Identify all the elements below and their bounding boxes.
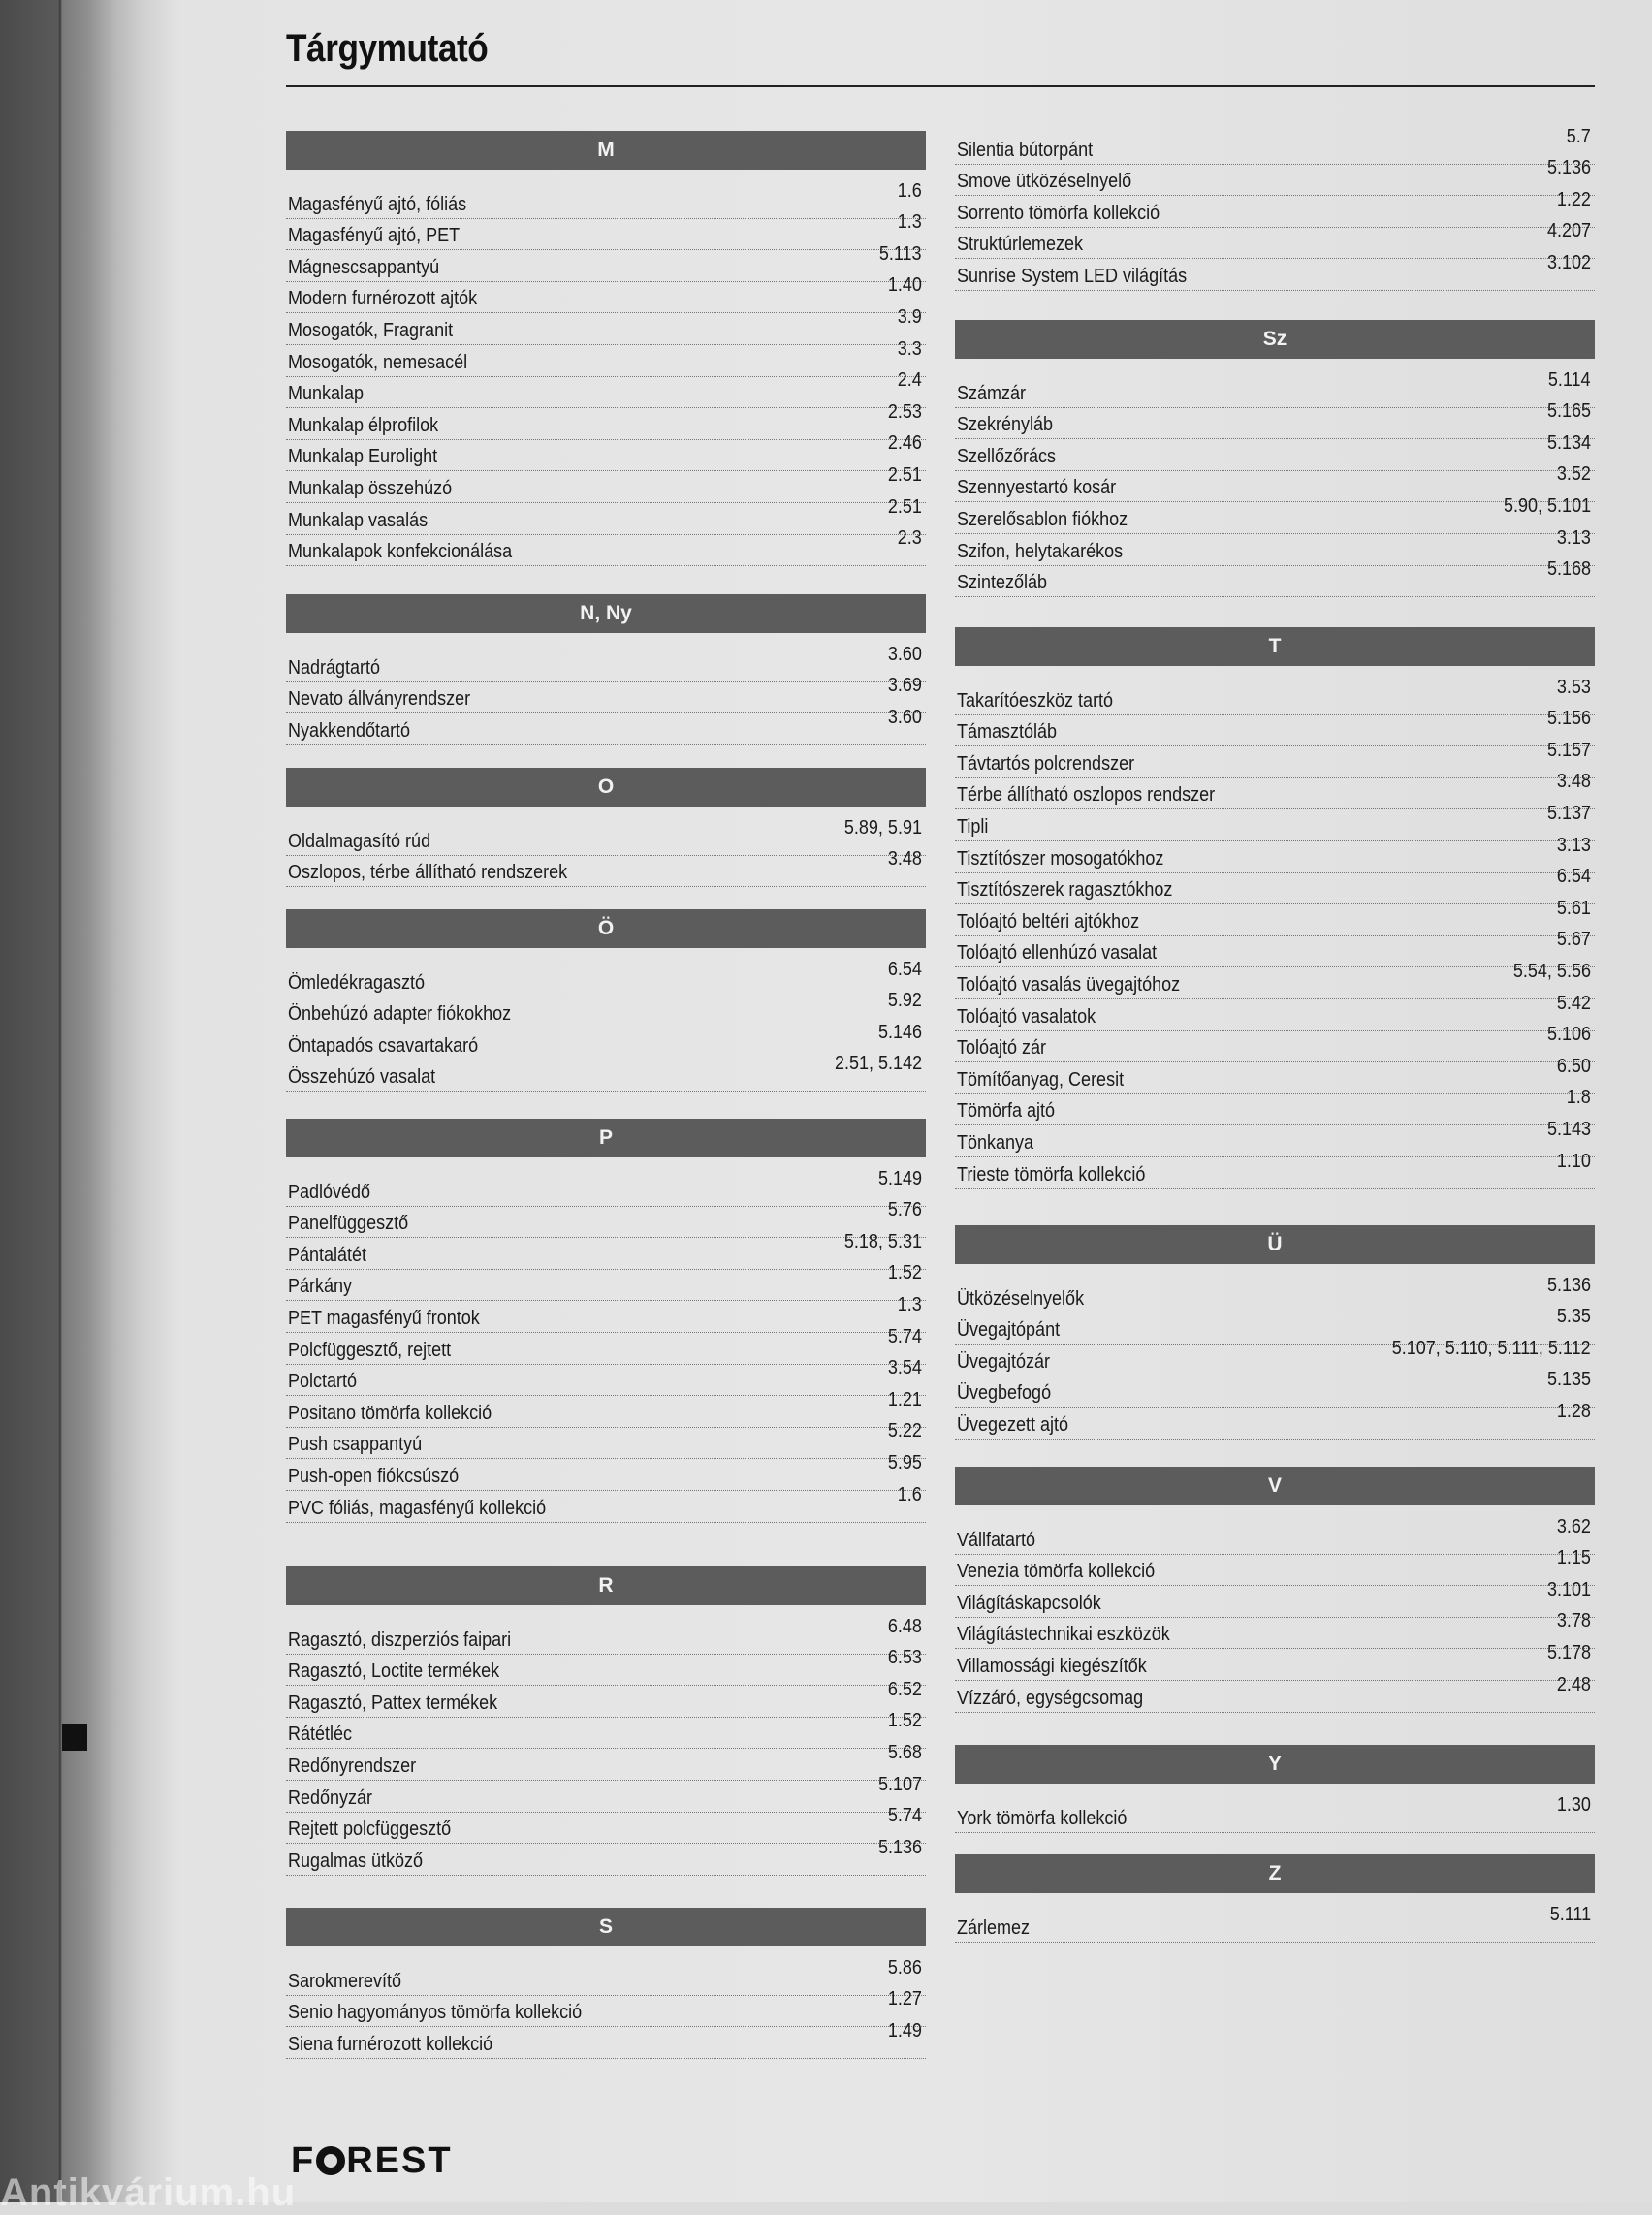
index-section	[955, 627, 1595, 1189]
section-letter-header: T	[955, 627, 1595, 666]
index-entry	[955, 494, 1595, 534]
entry-term: Venezia tömörfa kollekció	[957, 1561, 1156, 1583]
entry-term: Ütközéselnyelők	[957, 1287, 1085, 1310]
entry-term: Villamossági kiegészítők	[957, 1655, 1147, 1677]
entry-page-reference: 5.35	[1556, 1306, 1591, 1328]
entry-term: Struktúrlemezek	[957, 234, 1084, 256]
entry-term: Munkalap	[288, 383, 365, 405]
index-entry	[286, 432, 926, 472]
entry-page-reference: 5.136	[1546, 1274, 1591, 1296]
entry-page-reference: 5.156	[1546, 708, 1591, 730]
entry-page-reference: 3.9	[897, 305, 922, 328]
logo-letters-rest: REST	[346, 2140, 453, 2181]
index-entry	[286, 1678, 926, 1718]
entry-term: Támasztóláb	[957, 721, 1058, 744]
entry-term: Tömörfa ajtó	[957, 1100, 1056, 1123]
entry-page-reference: 5.90, 5.101	[1503, 494, 1591, 517]
index-entry	[955, 1087, 1595, 1126]
index-entry	[286, 1325, 926, 1365]
index-entry	[955, 1641, 1595, 1681]
entry-page-reference: 2.51, 5.142	[834, 1053, 922, 1075]
index-entry	[286, 1451, 926, 1491]
section-letter-header: Ü	[955, 1225, 1595, 1264]
index-entry	[955, 463, 1595, 503]
entry-page-reference: 1.30	[1556, 1793, 1591, 1816]
entry-term: Rátétléc	[288, 1724, 353, 1746]
entry-page-reference: 5.134	[1546, 431, 1591, 454]
entry-term: Oldalmagasító rúd	[288, 830, 431, 852]
entry-page-reference: 3.48	[1556, 771, 1591, 793]
index-entry	[286, 990, 926, 1029]
entry-term: Ragasztó, Pattex termékek	[288, 1692, 498, 1714]
index-entry	[955, 960, 1595, 999]
index-entry	[286, 1420, 926, 1460]
entry-page-reference: 5.106	[1546, 1024, 1591, 1046]
entry-term: Sunrise System LED világítás	[957, 265, 1188, 287]
index-entry	[286, 463, 926, 503]
index-entry	[286, 211, 926, 251]
index-section	[955, 1745, 1595, 1833]
section-letter-header: Sz	[955, 320, 1595, 359]
index-entry	[286, 1956, 926, 1996]
entry-page-reference: 2.46	[887, 432, 922, 455]
index-entry	[955, 251, 1595, 291]
index-entry	[286, 816, 926, 856]
index-entry	[955, 708, 1595, 747]
entry-term: Push csappantyú	[288, 1434, 423, 1456]
index-entry	[955, 1024, 1595, 1063]
forest-logo	[291, 2140, 453, 2182]
entry-page-reference: 5.54, 5.56	[1512, 960, 1591, 982]
index-entry	[955, 188, 1595, 228]
index-entry	[286, 1615, 926, 1655]
entry-page-reference: 3.62	[1556, 1515, 1591, 1537]
index-entry	[955, 897, 1595, 936]
entry-term: Smove ütközéselnyelő	[957, 171, 1132, 193]
index-entry	[955, 771, 1595, 810]
entry-term: Magasfényű ajtó, PET	[288, 225, 461, 247]
entry-term: Szifon, helytakarékos	[957, 540, 1124, 562]
index-entry	[955, 676, 1595, 715]
entry-term: Önbehúzó adapter fiókokhoz	[288, 1003, 512, 1026]
entry-page-reference: 5.61	[1556, 897, 1591, 919]
entry-page-reference: 1.3	[897, 211, 922, 234]
entry-term: Munkalap Eurolight	[288, 446, 438, 468]
section-letter-header: O	[286, 768, 926, 807]
entry-page-reference: 6.48	[887, 1615, 922, 1637]
section-letter-header: R	[286, 1566, 926, 1605]
entry-term: Senio hagyományos tömörfa kollekció	[288, 2002, 583, 2024]
index-entry	[955, 802, 1595, 841]
index-entry	[955, 739, 1595, 778]
entry-page-reference: 3.60	[887, 706, 922, 728]
entry-term: Szellőzőrács	[957, 445, 1057, 467]
entry-term: Tolóajtó zár	[957, 1037, 1047, 1060]
entry-term: Szekrényláb	[957, 414, 1054, 436]
entry-page-reference: 3.13	[1556, 834, 1591, 856]
entry-term: Redőnyrendszer	[288, 1755, 417, 1777]
index-entry	[286, 1805, 926, 1845]
entry-page-reference: 3.3	[897, 337, 922, 360]
entry-term: Munkalap vasalás	[288, 509, 429, 531]
entry-term: Rejtett polcfüggesztő	[288, 1819, 452, 1841]
index-section	[955, 320, 1595, 597]
entry-term: Oszlopos, térbe állítható rendszerek	[288, 862, 568, 884]
entry-term: Távtartós polcrendszer	[957, 752, 1135, 775]
entry-term: Rugalmas ütköző	[288, 1850, 424, 1872]
entry-term: Szintezőláb	[957, 572, 1048, 594]
entry-page-reference: 6.54	[1556, 866, 1591, 888]
index-section	[955, 1854, 1595, 1943]
entry-term: Mágnescsappantyú	[288, 256, 440, 278]
entry-page-reference: 5.95	[887, 1451, 922, 1473]
index-entry	[955, 1055, 1595, 1094]
entry-page-reference: 5.42	[1556, 992, 1591, 1014]
entry-term: Vízzáró, egységcsomag	[957, 1687, 1144, 1709]
entry-page-reference: 2.4	[897, 369, 922, 392]
index-entry	[286, 1199, 926, 1239]
entry-page-reference: 3.54	[887, 1357, 922, 1379]
entry-term: Tömítőanyag, Ceresit	[957, 1068, 1125, 1091]
index-entry	[955, 1118, 1595, 1157]
entry-page-reference: 1.22	[1556, 188, 1591, 210]
index-entry	[955, 431, 1595, 471]
index-entry	[955, 834, 1595, 873]
entry-term: Padlóvédő	[288, 1181, 371, 1203]
index-entry	[286, 179, 926, 219]
index-entry	[286, 242, 926, 282]
entry-page-reference: 5.114	[1548, 368, 1591, 391]
index-entry	[286, 305, 926, 345]
entry-term: Szennyestartó kosár	[957, 477, 1117, 499]
entry-term: Tipli	[957, 815, 989, 838]
index-entry	[286, 1483, 926, 1523]
entry-page-reference: 5.107	[877, 1773, 922, 1795]
entry-term: Magasfényű ajtó, fóliás	[288, 193, 467, 215]
section-letter-header: P	[286, 1119, 926, 1157]
entry-term: Nyakkendőtartó	[288, 719, 411, 742]
watermark: Antikvárium.hu	[0, 2171, 297, 2214]
index-entry	[955, 1274, 1595, 1313]
entry-term: Üvegajtópánt	[957, 1319, 1061, 1342]
entry-term: Siena furnérozott kollekció	[288, 2033, 493, 2055]
logo-letter-f: F	[291, 2140, 316, 2181]
entry-page-reference: 5.143	[1546, 1118, 1591, 1140]
entry-page-reference: 1.49	[887, 2019, 922, 2041]
section-letter-header: Ö	[286, 909, 926, 948]
entry-page-reference: 6.50	[1556, 1055, 1591, 1077]
index-entry	[286, 495, 926, 535]
entry-term: Üvegbefogó	[957, 1382, 1052, 1405]
entry-page-reference: 2.53	[887, 400, 922, 423]
entry-page-reference: 3.78	[1556, 1610, 1591, 1632]
entry-term: Zárlemez	[957, 1916, 1031, 1939]
index-entry	[286, 958, 926, 997]
index-entry	[286, 1021, 926, 1060]
entry-term: Mosogatók, nemesacél	[288, 351, 468, 373]
entry-page-reference: 5.89, 5.91	[843, 816, 922, 839]
index-entry	[286, 400, 926, 440]
entry-term: Modern furnérozott ajtók	[288, 288, 478, 310]
entry-page-reference: 5.22	[887, 1420, 922, 1442]
entry-term: Trieste tömörfa kollekció	[957, 1163, 1146, 1186]
entry-page-reference: 5.92	[887, 990, 922, 1012]
entry-term: Térbe állítható oszlopos rendszer	[957, 784, 1216, 807]
section-letter-header: N, Ny	[286, 594, 926, 633]
entry-term: Üvegajtózár	[957, 1350, 1051, 1373]
entry-page-reference: 3.53	[1556, 676, 1591, 698]
entry-page-reference: 1.6	[897, 179, 922, 202]
logo-circle-icon	[316, 2146, 345, 2175]
entry-term: Silentia bútorpánt	[957, 139, 1094, 161]
entry-term: Párkány	[288, 1276, 353, 1298]
index-entry	[955, 1673, 1595, 1713]
entry-term: Ömledékragasztó	[288, 971, 426, 994]
entry-page-reference: 5.168	[1546, 558, 1591, 581]
entry-term: Tönkanya	[957, 1131, 1034, 1154]
index-section	[286, 1566, 926, 1876]
entry-term: Push-open fiókcsúszó	[288, 1465, 460, 1487]
entry-page-reference: 1.52	[887, 1710, 922, 1732]
index-entry	[286, 706, 926, 745]
entry-page-reference: 3.102	[1546, 251, 1591, 273]
index-section	[955, 1467, 1595, 1713]
index-entry	[955, 1547, 1595, 1587]
index-section	[286, 594, 926, 745]
entry-term: PVC fóliás, magasfényű kollekció	[288, 1497, 547, 1519]
entry-page-reference: 6.52	[887, 1678, 922, 1700]
index-entry	[286, 1053, 926, 1092]
index-section	[955, 1225, 1595, 1440]
entry-term: Tolóajtó beltéri ajtókhoz	[957, 910, 1140, 933]
index-entry	[286, 1262, 926, 1302]
index-entry	[286, 1293, 926, 1333]
entry-page-reference: 5.76	[887, 1199, 922, 1221]
index-entry	[955, 125, 1595, 165]
book-binding	[0, 0, 141, 2202]
index-section	[955, 125, 1595, 291]
entry-page-reference: 3.48	[887, 848, 922, 870]
index-section	[286, 909, 926, 1092]
index-entry	[286, 1836, 926, 1876]
entry-page-reference: 3.60	[887, 643, 922, 665]
entry-page-reference: 5.165	[1546, 400, 1591, 423]
entry-term: Polctartó	[288, 1371, 358, 1393]
entry-page-reference: 5.67	[1556, 929, 1591, 951]
section-letter-header: M	[286, 131, 926, 170]
entry-term: Öntapadós csavartakaró	[288, 1034, 479, 1057]
entry-page-reference: 2.48	[1556, 1673, 1591, 1695]
index-entry	[955, 1903, 1595, 1943]
entry-term: Mosogatók, Fragranit	[288, 319, 454, 341]
entry-term: York tömörfa kollekció	[957, 1807, 1128, 1829]
entry-page-reference: 5.135	[1546, 1369, 1591, 1391]
entry-term: Ragasztó, Loctite termékek	[288, 1661, 500, 1683]
index-entry	[955, 558, 1595, 598]
entry-term: Pántalátét	[288, 1244, 367, 1266]
entry-term: Számzár	[957, 382, 1027, 404]
index-entry	[286, 1388, 926, 1428]
entry-term: Szerelősablon fiókhoz	[957, 508, 1128, 530]
index-entry	[955, 526, 1595, 566]
entry-page-reference: 1.28	[1556, 1400, 1591, 1422]
entry-page-reference: 6.53	[887, 1647, 922, 1669]
index-section	[286, 131, 926, 566]
entry-term: Ragasztó, diszperziós faipari	[288, 1629, 512, 1651]
entry-page-reference: 3.52	[1556, 463, 1591, 486]
entry-term: Sorrento tömörfa kollekció	[957, 202, 1160, 224]
index-entry	[286, 1988, 926, 2028]
entry-page-reference: 1.15	[1556, 1547, 1591, 1569]
entry-term: PET magasfényű frontok	[288, 1307, 480, 1329]
index-entry	[955, 1150, 1595, 1189]
index-entry	[286, 848, 926, 888]
entry-page-reference: 2.51	[887, 463, 922, 486]
section-letter-header: V	[955, 1467, 1595, 1505]
entry-page-reference: 5.149	[877, 1167, 922, 1189]
entry-term: Polcfüggesztő, rejtett	[288, 1339, 452, 1361]
index-entry	[955, 1578, 1595, 1618]
entry-term: Tolóajtó ellenhúzó vasalat	[957, 942, 1158, 965]
entry-term: Munkalap élprofilok	[288, 414, 439, 436]
index-entry	[955, 866, 1595, 905]
index-entry	[955, 1610, 1595, 1650]
section-letter-header: Z	[955, 1854, 1595, 1893]
entry-page-reference: 5.146	[877, 1021, 922, 1043]
entry-term: Takarítóeszköz tartó	[957, 689, 1114, 712]
index-section	[286, 768, 926, 887]
entry-page-reference: 1.8	[1566, 1087, 1591, 1109]
index-entry	[955, 1400, 1595, 1440]
section-letter-header: S	[286, 1908, 926, 1946]
entry-term: Munkalap összehúzó	[288, 477, 453, 499]
index-entry	[286, 1710, 926, 1750]
entry-term: Tolóajtó vasalás üvegajtóhoz	[957, 973, 1181, 996]
index-entry	[286, 369, 926, 409]
entry-page-reference: 5.157	[1546, 739, 1591, 761]
index-entry	[286, 337, 926, 377]
index-entry	[955, 1515, 1595, 1555]
entry-page-reference: 5.178	[1546, 1641, 1591, 1663]
entry-page-reference: 1.21	[887, 1388, 922, 1410]
entry-page-reference: 3.13	[1556, 526, 1591, 549]
entry-page-reference: 5.113	[879, 242, 922, 265]
entry-page-reference: 1.40	[887, 274, 922, 297]
entry-page-reference: 5.137	[1546, 802, 1591, 824]
index-entry	[286, 1741, 926, 1781]
index-entry	[955, 220, 1595, 260]
page-title: Tárgymutató	[286, 27, 489, 70]
entry-page-reference: 2.51	[887, 495, 922, 518]
index-entry	[286, 1357, 926, 1397]
entry-page-reference: 5.107, 5.110, 5.111, 5.112	[1392, 1337, 1591, 1359]
entry-term: Vállfatartó	[957, 1529, 1036, 1551]
entry-page-reference: 2.3	[897, 527, 922, 550]
index-entry	[955, 1369, 1595, 1408]
index-entry	[286, 643, 926, 682]
entry-page-reference: 5.18, 5.31	[843, 1230, 922, 1252]
entry-page-reference: 5.86	[887, 1956, 922, 1978]
entry-page-reference: 6.54	[887, 958, 922, 980]
entry-term: Redőnyzár	[288, 1787, 373, 1809]
entry-term: Sarokmerevítő	[288, 1970, 402, 1992]
entry-page-reference: 3.69	[887, 675, 922, 697]
index-entry	[955, 400, 1595, 440]
entry-page-reference: 5.136	[877, 1836, 922, 1858]
entry-page-reference: 1.6	[897, 1483, 922, 1505]
entry-term: Munkalapok konfekcionálása	[288, 541, 513, 563]
entry-page-reference: 1.3	[897, 1293, 922, 1315]
index-entry	[955, 1337, 1595, 1376]
entry-page-reference: 1.10	[1556, 1150, 1591, 1172]
index-entry	[286, 527, 926, 567]
entry-page-reference: 1.52	[887, 1262, 922, 1284]
index-entry	[955, 157, 1595, 197]
index-section	[286, 1908, 926, 2059]
index-section	[286, 1119, 926, 1523]
index-entry	[286, 1647, 926, 1687]
entry-page-reference: 4.207	[1546, 220, 1591, 242]
entry-page-reference: 5.111	[1549, 1903, 1591, 1925]
entry-term: Világítástechnikai eszközök	[957, 1624, 1170, 1646]
entry-page-reference: 1.27	[887, 1988, 922, 2010]
entry-term: Panelfüggesztő	[288, 1213, 409, 1235]
entry-page-reference: 5.136	[1546, 157, 1591, 179]
entry-term: Tisztítószerek ragasztókhoz	[957, 879, 1173, 902]
entry-page-reference: 5.7	[1566, 125, 1591, 147]
section-letter-header: Y	[955, 1745, 1595, 1784]
title-rule	[286, 85, 1595, 87]
entry-term: Összehúzó vasalat	[288, 1066, 436, 1089]
entry-term: Világításkapcsolók	[957, 1592, 1101, 1614]
entry-term: Positano tömörfa kollekció	[288, 1402, 492, 1424]
index-entry	[286, 675, 926, 714]
entry-page-reference: 5.74	[887, 1325, 922, 1347]
entry-term: Nevato állványrendszer	[288, 688, 471, 711]
index-entry	[955, 368, 1595, 408]
index-entry	[286, 1773, 926, 1813]
index-entry	[955, 929, 1595, 968]
entry-page-reference: 3.101	[1546, 1578, 1591, 1600]
entry-page-reference: 5.68	[887, 1741, 922, 1763]
index-entry	[286, 274, 926, 314]
binding-mark	[62, 1724, 87, 1751]
index-entry	[286, 2019, 926, 2059]
index-entry	[286, 1167, 926, 1207]
index-entry	[286, 1230, 926, 1270]
entry-term: Tolóajtó vasalatok	[957, 1005, 1096, 1028]
index-entry	[955, 992, 1595, 1031]
entry-page-reference: 5.74	[887, 1805, 922, 1827]
entry-term: Üvegezett ajtó	[957, 1413, 1069, 1436]
entry-term: Nadrágtartó	[288, 656, 381, 679]
index-entry	[955, 1793, 1595, 1833]
entry-term: Tisztítószer mosogatókhoz	[957, 847, 1164, 870]
